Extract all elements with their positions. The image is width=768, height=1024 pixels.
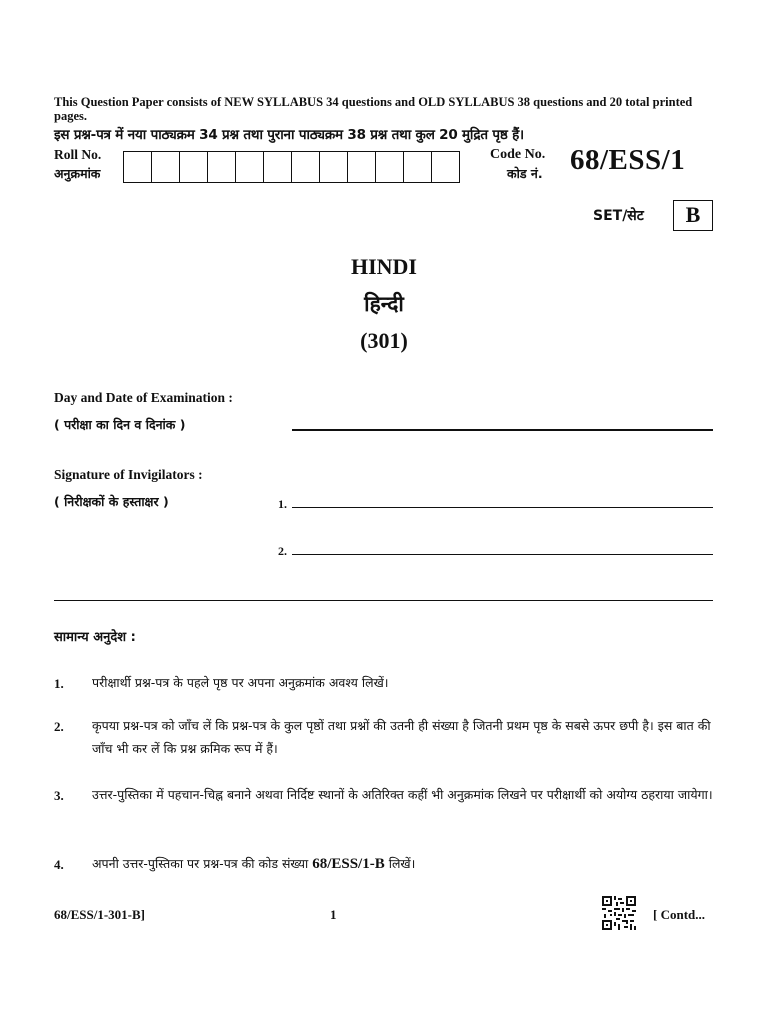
- roll-box[interactable]: [151, 151, 180, 183]
- page-number: 1: [330, 907, 337, 922]
- instruction-text: [92, 852, 714, 876]
- signature-2-number: 2.: [278, 544, 287, 558]
- instruction-text: कृपया प्रश्न-पत्र को जाँच लें कि प्रश्न-पत्र के कुल पृष्ठों तथा प्रश्नों की उतनी ही संख्या है जितनी प्रथम पृष्ठ के सबसे ऊपर छपी है। इस बात की जाँच भी कर लें कि प्रश्न क्रमिक रूप में हैं।: [92, 718, 711, 756]
- code-label-hi: कोड नं.: [507, 166, 543, 181]
- date-line[interactable]: [292, 429, 713, 431]
- subject-title-en: HINDI: [350, 254, 417, 279]
- roll-box[interactable]: [431, 151, 460, 183]
- instruction-number: 1.: [54, 676, 64, 691]
- invigilators-label-hi: ( निरीक्षकों के हस्ताक्षर ): [54, 494, 169, 509]
- instruction-text-part: लिखें।: [384, 856, 416, 871]
- code-label-en: Code No.: [490, 147, 546, 162]
- qr-code-icon: [602, 896, 636, 930]
- section-divider: [54, 600, 713, 601]
- signature-2-line[interactable]: [292, 554, 713, 555]
- signature-1-number: 1.: [278, 497, 287, 511]
- roll-box[interactable]: [263, 151, 292, 183]
- roll-label-hi: अनुक्रमांक: [54, 166, 101, 181]
- subject-title-hi: हिन्दी: [364, 292, 404, 316]
- set-label: SET/सेट: [593, 208, 644, 224]
- roll-box[interactable]: [375, 151, 404, 183]
- date-label-en: Day and Date of Examination :: [54, 390, 233, 405]
- instruction-text: उत्तर-पुस्तिका में पहचान-चिह्न बनाने अथवा निर्दिष्ट स्थानों के अतिरिक्त कहीं भी अनुक्रमांक लिखने पर परीक्षार्थी को अयोग्य ठहराया जायेगा।: [92, 787, 713, 802]
- instruction-text: परीक्षार्थी प्रश्न-पत्र के पहले पृष्ठ पर अपना अनुक्रमांक अवश्य लिखें।: [92, 675, 389, 690]
- roll-box[interactable]: [235, 151, 264, 183]
- roll-box[interactable]: [207, 151, 236, 183]
- subject-code: (301): [360, 328, 408, 353]
- roll-box[interactable]: [403, 151, 432, 183]
- instructions-heading: सामान्य अनुदेश :: [54, 630, 136, 645]
- invigilators-label-en: Signature of Invigilators :: [54, 467, 203, 482]
- instruction-code: 68/ESS/1-B: [312, 856, 385, 872]
- set-value: B: [673, 200, 713, 231]
- intro-hindi: इस प्रश्न-पत्र में नया पाठ्यक्रम 34 प्रश्न तथा पुराना पाठ्यक्रम 38 प्रश्न तथा कुल 20 मुद्रित पृष्ठ हैं।: [54, 127, 524, 143]
- roll-box[interactable]: [179, 151, 208, 183]
- instruction-number: 2.: [54, 719, 64, 734]
- roll-number-boxes[interactable]: [124, 151, 460, 183]
- footer-paper-code: 68/ESS/1-301-B]: [54, 907, 146, 922]
- instruction-text-part: अपनी उत्तर-पुस्तिका पर प्रश्न-पत्र की कोड संख्या: [92, 856, 313, 871]
- signature-1-line[interactable]: [292, 507, 713, 508]
- roll-box[interactable]: [291, 151, 320, 183]
- continued-label: [ Contd...: [653, 907, 706, 922]
- date-label-hi: ( परीक्षा का दिन व दिनांक ): [54, 417, 186, 432]
- instruction-number: 3.: [54, 788, 64, 803]
- roll-box[interactable]: [319, 151, 348, 183]
- intro-english: This Question Paper consists of NEW SYLLABUS 34 questions and OLD SYLLABUS 38 questions and 20 total printed pages.: [54, 95, 693, 123]
- roll-box[interactable]: [347, 151, 376, 183]
- roll-box[interactable]: [123, 151, 152, 183]
- roll-label-en: Roll No.: [54, 147, 102, 162]
- code-value: 68/ESS/1: [570, 144, 686, 176]
- instruction-number: 4.: [54, 857, 64, 872]
